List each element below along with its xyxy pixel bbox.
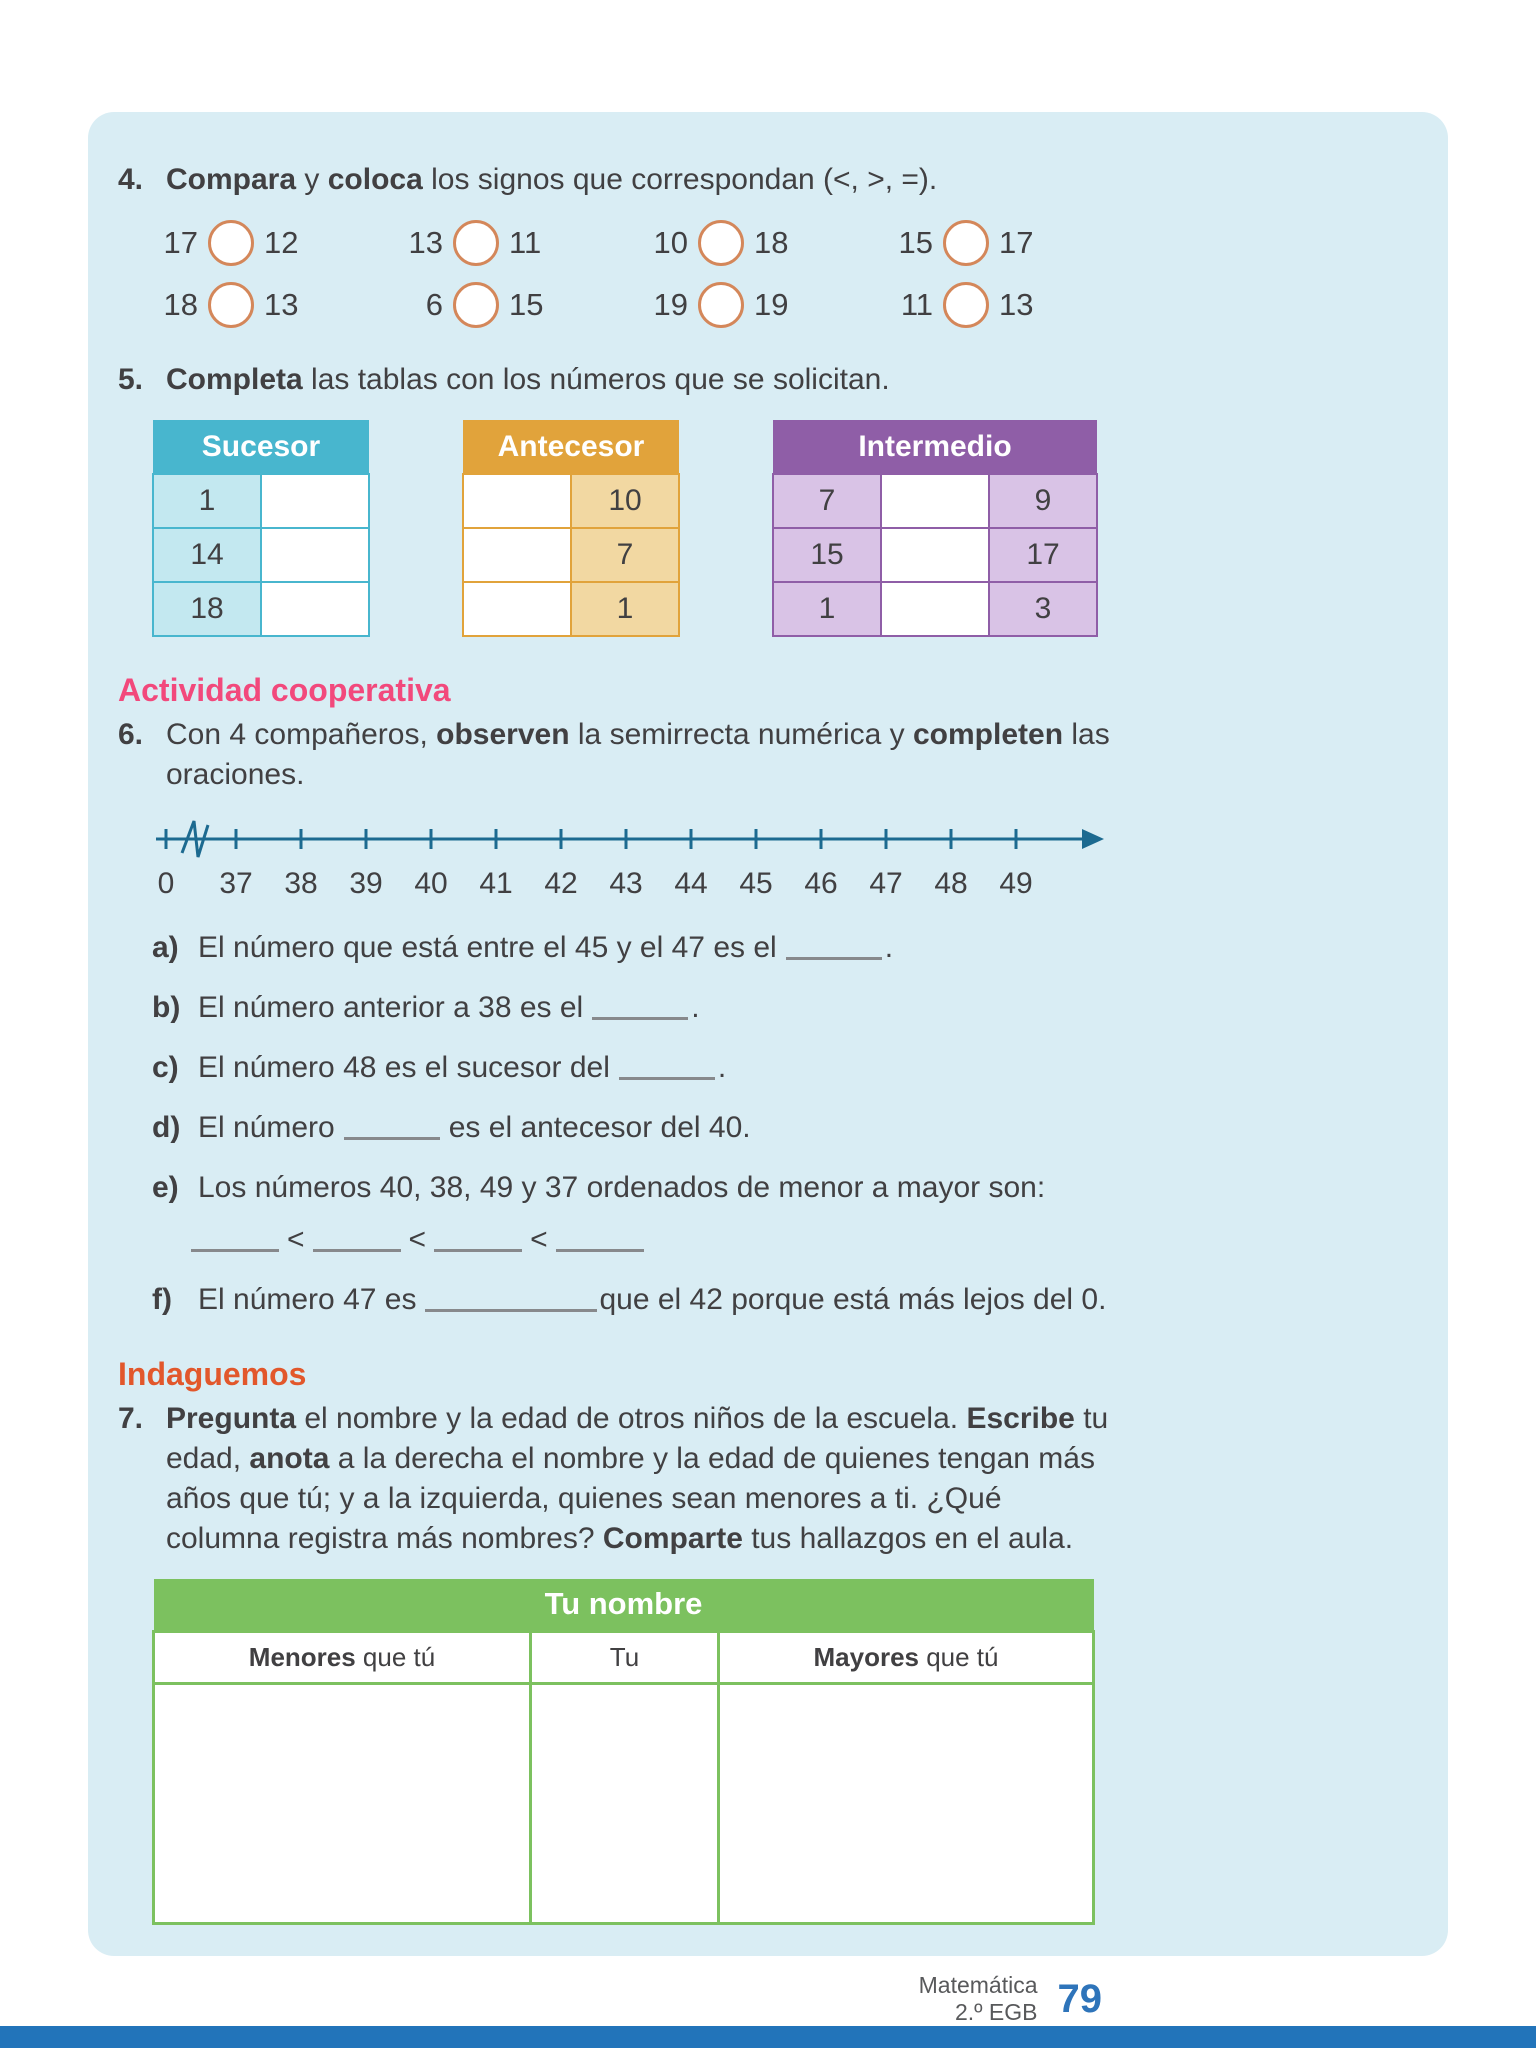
right-number: 13 (999, 287, 1034, 322)
sentence-part: es el antecesor del 40. (448, 1111, 751, 1144)
answer-cell-mayores[interactable] (719, 1683, 1094, 1923)
answer-cell[interactable] (881, 582, 989, 636)
sentence-text (198, 1167, 1045, 1209)
answer-cell-tu[interactable] (531, 1683, 719, 1923)
number-line-label: 39 (349, 867, 383, 900)
sentence-b (152, 987, 1412, 1029)
exercise-5-tables (152, 420, 1412, 637)
footer-grade: 2.º EGB (954, 1999, 1038, 2025)
left-number: 11 (900, 287, 933, 322)
number-line-label: 37 (219, 867, 253, 900)
names-table-header: Tu nombre (154, 1579, 1094, 1631)
comparison-sign-circle[interactable] (943, 282, 989, 328)
instruction-part: tu edad, (166, 1402, 1109, 1475)
less-than-sign: < (287, 1223, 305, 1256)
right-number: 19 (754, 287, 789, 322)
instruction-part: Con 4 compañeros, (166, 718, 437, 751)
left-number: 10 (653, 225, 688, 260)
instruction-part: observen (436, 718, 570, 751)
comparison-sign-circle[interactable] (943, 220, 989, 266)
sucesor-table (152, 420, 370, 637)
answer-blank[interactable] (313, 1244, 401, 1252)
sentence-letter: a) (152, 931, 179, 964)
instruction-part: a la derecha el nombre y la edad de quienes tengan más años que tú; y a la izquierda, quienes sean menores a ti. ¿Qué columna registra más nombres? (166, 1442, 1095, 1555)
comparison-pair (881, 282, 1126, 328)
given-number-cell: 18 (153, 582, 261, 636)
instruction-part: completen (912, 718, 1064, 751)
less-than-sign: < (530, 1223, 548, 1256)
comparison-pair (146, 220, 391, 266)
footer-subject-grade (919, 1972, 1038, 2026)
indaguemos-heading: Indaguemos (118, 1356, 307, 1392)
exercise-6-title (118, 715, 1412, 795)
intermedio-table-header: Intermedio (773, 420, 1097, 474)
sentence-part: El número 47 es (198, 1283, 417, 1316)
sentence-part: El número anterior a 38 es el (198, 991, 584, 1024)
comparison-sign-circle[interactable] (208, 220, 254, 266)
exercise-5-number: 5. (118, 363, 144, 396)
instruction-part: y (296, 163, 328, 196)
instruction-part: Completa (166, 363, 303, 396)
comparison-pair (881, 220, 1126, 266)
number-line-label: 47 (869, 867, 903, 900)
left-number: 18 (163, 287, 198, 322)
answer-blank[interactable] (556, 1244, 644, 1252)
sentence-text (198, 987, 700, 1029)
column-header-part: Menores (248, 1641, 356, 1672)
comparison-sign-circle[interactable] (453, 282, 499, 328)
given-number-cell: 7 (773, 474, 881, 528)
answer-cell[interactable] (463, 474, 571, 528)
number-line-label: 43 (609, 867, 643, 900)
cooperative-activity-heading: Actividad cooperativa (118, 672, 451, 708)
answer-cell[interactable] (261, 528, 369, 582)
answer-blank[interactable] (786, 952, 882, 960)
sucesor-table-header: Sucesor (153, 420, 369, 474)
given-number-cell: 10 (571, 474, 679, 528)
given-number-cell: 3 (989, 582, 1097, 636)
sentence-part: El número que está entre el 45 y el 47 es el (198, 931, 777, 964)
antecesor-table-header: Antecesor (463, 420, 679, 474)
column-header-part: Mayores (813, 1641, 919, 1672)
footer-subject: Matemática (918, 1972, 1038, 1998)
number-line-label: 0 (157, 867, 175, 900)
comparison-pair (636, 220, 881, 266)
comparison-pair (146, 282, 391, 328)
column-header-mayores (719, 1631, 1094, 1683)
given-number-cell: 9 (989, 474, 1097, 528)
number-line-label: 45 (739, 867, 773, 900)
answer-blank[interactable] (619, 1072, 715, 1080)
given-number-cell: 1 (773, 582, 881, 636)
sentence-part: que el 42 porque está más lejos del 0. (599, 1283, 1107, 1316)
exercise-7-instruction (166, 1399, 1111, 1559)
instruction-part: coloca (327, 163, 423, 196)
instruction-part: Comparte (602, 1522, 743, 1555)
sentence-text (198, 1107, 751, 1149)
sentence-text (198, 1279, 1106, 1321)
number-line-label: 41 (479, 867, 513, 900)
right-number: 15 (509, 287, 544, 322)
instruction-part: Compara (166, 163, 297, 196)
instruction-part: tus hallazgos en el aula. (742, 1522, 1074, 1555)
given-number-cell: 1 (571, 582, 679, 636)
sentence-e (152, 1167, 1412, 1209)
sentence-e-answer-line (185, 1219, 1412, 1261)
sentence-part: El número 48 es el sucesor del (198, 1051, 610, 1084)
given-number-cell: 1 (153, 474, 261, 528)
answer-cell[interactable] (463, 528, 571, 582)
right-number: 12 (264, 225, 299, 260)
sentence-d (152, 1107, 1412, 1149)
column-header-part: que tú (355, 1641, 436, 1672)
instruction-part: las oraciones. (166, 718, 1110, 791)
comparison-sign-circle[interactable] (698, 282, 744, 328)
number-line-label: 42 (544, 867, 578, 900)
sentence-letter: d) (152, 1111, 181, 1144)
right-number: 18 (754, 225, 789, 260)
comparison-sign-circle[interactable] (208, 282, 254, 328)
comparison-pair (391, 282, 636, 328)
answer-blank[interactable] (191, 1244, 279, 1252)
right-number: 13 (264, 287, 299, 322)
sentence-c (152, 1047, 1412, 1089)
comparison-pair (636, 282, 881, 328)
left-number: 17 (163, 225, 198, 260)
sentence-text (198, 927, 893, 969)
instruction-part: Pregunta (166, 1402, 297, 1435)
bottom-color-bar (0, 2026, 1536, 2048)
sentence-text (198, 1047, 726, 1089)
column-header-part: que tú (918, 1641, 999, 1672)
names-table (152, 1579, 1095, 1925)
number-line-label: 48 (934, 867, 968, 900)
instruction-part: la semirrecta numérica y (569, 718, 913, 751)
instruction-part: los signos que correspondan (<, >, =). (422, 163, 938, 196)
answer-cell[interactable] (261, 474, 369, 528)
intermedio-table (772, 420, 1098, 637)
sentence-part: El número (198, 1111, 335, 1144)
left-number: 15 (898, 225, 933, 260)
sentence-f (152, 1279, 1412, 1321)
exercise-5-instruction (166, 360, 890, 400)
column-header-tu: Tu (531, 1631, 719, 1683)
number-line-label: 44 (674, 867, 708, 900)
given-number-cell: 7 (571, 528, 679, 582)
instruction-part: el nombre y la edad de otros niños de la escuela. (296, 1402, 967, 1435)
comparison-row-1 (146, 216, 1412, 270)
answer-cell[interactable] (881, 474, 989, 528)
comparison-row-2 (146, 278, 1412, 332)
right-number: 11 (509, 225, 542, 260)
answer-blank[interactable] (425, 1304, 597, 1312)
number-line-label: 49 (999, 867, 1033, 900)
given-number-cell: 14 (153, 528, 261, 582)
exercise-4-instruction (166, 160, 937, 200)
number-line-label: 38 (284, 867, 318, 900)
antecesor-table (462, 420, 680, 637)
answer-cell[interactable] (463, 582, 571, 636)
less-than-sign: < (408, 1223, 427, 1256)
given-number-cell: 15 (773, 528, 881, 582)
comparison-sign-circle[interactable] (453, 220, 499, 266)
right-number: 17 (999, 225, 1034, 260)
exercise-7-title (118, 1399, 1412, 1559)
answer-blank[interactable] (592, 1012, 688, 1020)
sentence-part: . (884, 931, 894, 964)
left-number: 19 (653, 287, 688, 322)
answer-cell[interactable] (881, 528, 989, 582)
sentence-letter: c) (152, 1051, 179, 1084)
answer-blank[interactable] (344, 1132, 440, 1140)
instruction-part: las tablas con los números que se solicitan. (302, 363, 890, 396)
exercise-6-number: 6. (118, 718, 144, 751)
answer-blank[interactable] (434, 1244, 522, 1252)
sentence-letter: b) (152, 991, 181, 1024)
exercise-4-number: 4. (118, 163, 144, 196)
sentence-part: . (717, 1051, 727, 1084)
exercise-5-title (118, 360, 1412, 400)
sentence-a (152, 927, 1412, 969)
page-footer (919, 1972, 1102, 2026)
instruction-part: anota (249, 1442, 330, 1475)
number-line (152, 817, 1112, 909)
answer-cell[interactable] (261, 582, 369, 636)
sentence-letter: e) (152, 1171, 179, 1204)
given-number-cell: 17 (989, 528, 1097, 582)
number-line-label: 40 (414, 867, 448, 900)
comparison-sign-circle[interactable] (698, 220, 744, 266)
page-number: 79 (1057, 1976, 1102, 2021)
sentence-part: . (691, 991, 700, 1024)
content-panel (88, 112, 1448, 1956)
column-header-menores (154, 1631, 531, 1683)
exercise-4-title (118, 160, 1412, 200)
number-line-label: 46 (804, 867, 838, 900)
sentence-letter: f) (152, 1283, 172, 1316)
comparison-pair (391, 220, 636, 266)
answer-cell-menores[interactable] (154, 1683, 531, 1923)
exercise-6-instruction (166, 715, 1176, 795)
left-number: 13 (408, 225, 443, 260)
exercise-7-number: 7. (118, 1402, 144, 1435)
left-number: 6 (425, 287, 443, 322)
sentence-part: Los números 40, 38, 49 y 37 ordenados de menor a mayor son: (198, 1171, 1046, 1204)
number-line-graphic (152, 817, 1112, 861)
instruction-part: Escribe (966, 1402, 1075, 1435)
